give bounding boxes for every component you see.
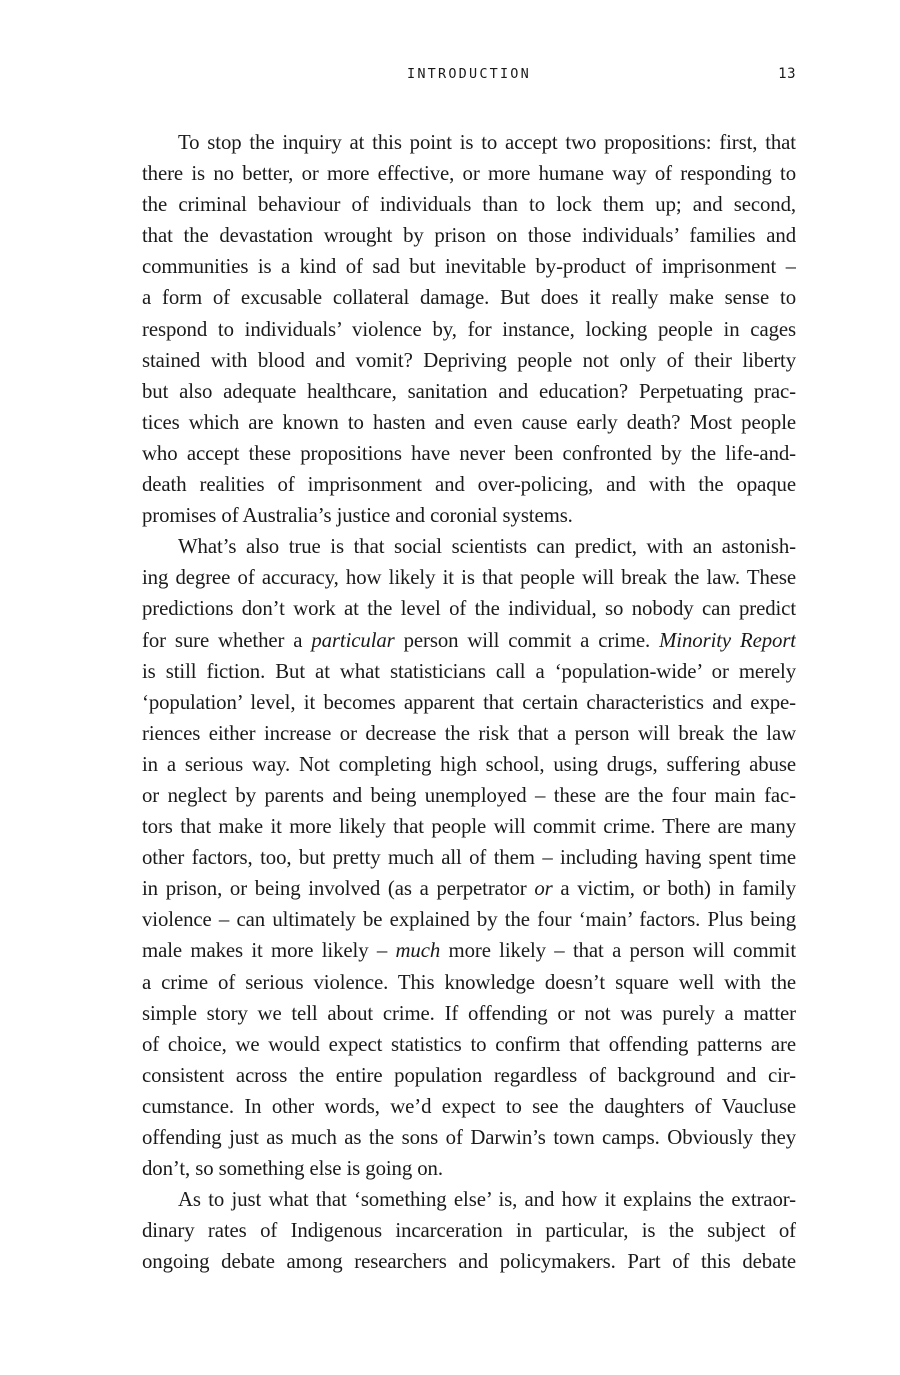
text-line: As to just what that ‘something else’ is, and how it explains the extraor-: [178, 1188, 796, 1212]
italic-text: much: [395, 939, 441, 963]
text-line: [142, 625, 796, 656]
text-line: predictions don’t work at the level of the individual, so nobody can predict: [142, 597, 796, 621]
text-line: ongoing debate among researchers and policymakers. Part of this debate: [142, 1250, 796, 1274]
text-line: violence – can ultimately be explained by the four ‘main’ factors. Plus being: [142, 908, 796, 932]
text-line: there is no better, or more effective, or more humane way of responding to: [142, 162, 796, 186]
text-run: male makes it more likely –: [142, 939, 396, 963]
text-line: the criminal behaviour of individuals than to lock them up; and second,: [142, 193, 796, 217]
text-line: of choice, we would expect statistics to confirm that offending patterns are: [142, 1032, 796, 1056]
text-line: don’t, so something else is going on.: [142, 1157, 443, 1181]
text-line: but also adequate healthcare, sanitation and education? Perpetuating prac-: [142, 379, 796, 403]
text-line: respond to individuals’ violence by, for instance, locking people in cages: [142, 317, 796, 341]
text-line: is still fiction. But at what statisticians call a ‘population-wide’ or merely: [142, 659, 796, 683]
text-line: who accept these propositions have never been confronted by the life-and-: [142, 441, 796, 465]
text-line: a form of excusable collateral damage. But does it really make sense to: [142, 286, 796, 310]
text-line: What’s also true is that social scientists can predict, with an astonish-: [178, 535, 796, 559]
text-line: cumstance. In other words, we’d expect to see the daughters of Vaucluse: [142, 1094, 796, 1118]
text-line: stained with blood and vomit? Depriving people not only of their liberty: [142, 348, 796, 372]
text-line: ing degree of accuracy, how likely it is that people will break the law. These: [142, 566, 796, 590]
text-line: other factors, too, but pretty much all of them – including having spent time: [142, 846, 796, 870]
text-run: for sure whether a: [142, 628, 312, 652]
text-line: that the devastation wrought by prison on those individuals’ families and: [142, 224, 796, 248]
italic-text: Minority Report: [659, 628, 796, 652]
body-text: [142, 127, 796, 1277]
text-line: [142, 935, 796, 966]
text-line: To stop the inquiry at this point is to accept two propositions: first, that: [178, 131, 796, 154]
text-run: a victim, or both) in family: [552, 877, 796, 901]
text-line: promises of Australia’s justice and coronial systems.: [142, 504, 573, 528]
italic-text: particular: [311, 628, 395, 652]
paragraph: [142, 531, 796, 1184]
text-line: in a serious way. Not completing high school, using drugs, suffering abuse: [142, 752, 796, 776]
text-run: more likely – that a person will commit: [440, 939, 796, 963]
text-run: person will commit a crime.: [394, 628, 660, 652]
text-line: dinary rates of Indigenous incarceration in particular, is the subject of: [142, 1219, 796, 1243]
text-line: [142, 873, 796, 904]
italic-text: or: [534, 877, 553, 901]
text-line: tices which are known to hasten and even cause early death? Most people: [142, 410, 796, 434]
running-title: INTRODUCTION: [407, 66, 531, 82]
text-line: riences either increase or decrease the risk that a person will break the law: [142, 721, 796, 745]
text-run: in prison, or being involved (as a perpetrator: [142, 877, 535, 901]
page-number: 13: [778, 66, 796, 82]
paragraph: [142, 1184, 796, 1277]
text-line: simple story we tell about crime. If offending or not was purely a matter: [142, 1001, 796, 1025]
text-line: a crime of serious violence. This knowledge doesn’t square well with the: [142, 970, 796, 994]
text-line: ‘population’ level, it becomes apparent that certain characteristics and expe-: [142, 690, 796, 714]
running-head: [142, 66, 796, 90]
text-line: communities is a kind of sad but inevitable by-product of imprisonment –: [142, 255, 796, 279]
text-line: tors that make it more likely that people will commit crime. There are many: [142, 815, 796, 839]
text-line: consistent across the entire population regardless of background and cir-: [142, 1063, 796, 1087]
text-line: offending just as much as the sons of Darwin’s town camps. Obviously they: [142, 1126, 796, 1149]
text-line: death realities of imprisonment and over-policing, and with the opaque: [142, 473, 796, 497]
text-line: or neglect by parents and being unemployed – these are the four main fac-: [142, 783, 796, 807]
paragraph: [142, 127, 796, 531]
